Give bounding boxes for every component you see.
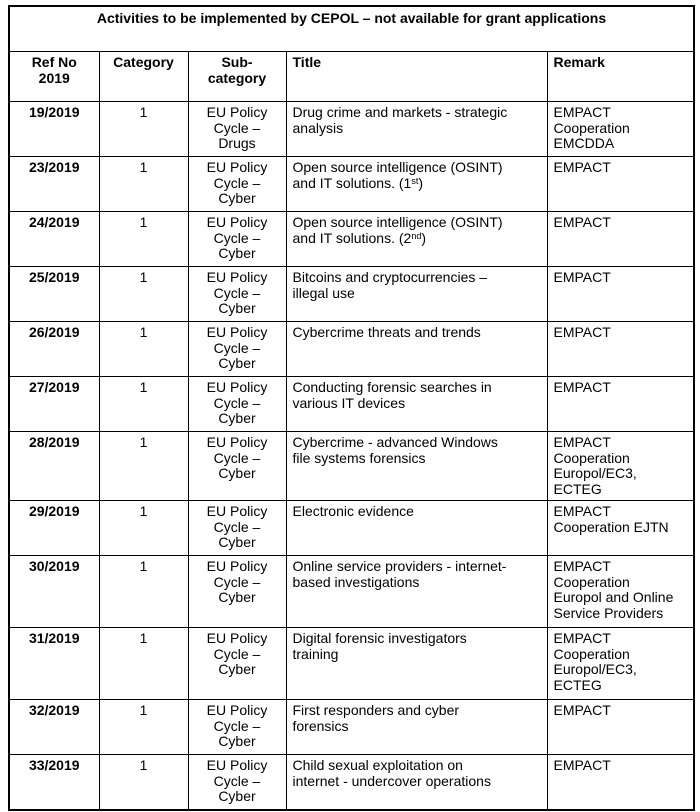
subcategory-cell: [188, 628, 286, 700]
cell-line: [293, 231, 542, 247]
category-cell: 1: [99, 212, 188, 267]
cell-line: Digital forensic investigators: [292, 630, 467, 646]
cell-line: EMPACT: [553, 630, 611, 646]
ordinal-superscript: nd: [411, 230, 422, 241]
cell-line: Cybercrime - advanced Windows: [292, 434, 498, 450]
table-title: Activities to be implemented by CEPOL – not available for grant applications: [9, 6, 694, 52]
cell-line: analysis: [292, 119, 344, 136]
cell-line: Cycle –: [213, 645, 261, 662]
category-cell: 1: [99, 700, 188, 755]
category-cell: 1: [99, 102, 188, 157]
title-cell: [286, 628, 547, 700]
cell-line: EU Policy: [206, 324, 268, 340]
cell-line: Bitcoins and cryptocurrencies –: [292, 269, 488, 285]
table-header-row: [9, 52, 694, 102]
cell-line: Cyber: [218, 190, 256, 206]
ref-no-cell: 26/2019: [9, 322, 99, 377]
table-title-row: [9, 6, 694, 52]
header-category: Category: [99, 52, 188, 102]
subcategory-cell: [188, 501, 286, 556]
category-cell: 1: [99, 267, 188, 322]
cepol-activities-table: [8, 5, 695, 811]
cell-line: Cybercrime threats and trends: [292, 324, 481, 340]
cell-line: EU Policy: [206, 214, 268, 230]
cell-line: Cooperation: [553, 119, 630, 136]
remark-cell: [547, 755, 694, 810]
category-cell: 1: [99, 501, 188, 556]
subcategory-cell: [188, 556, 286, 628]
title-cell: [286, 432, 547, 501]
cell-line: Child sexual exploitation on: [292, 757, 463, 773]
cell-line: EMPACT: [553, 104, 611, 120]
cell-line: Online service providers - internet-: [292, 558, 507, 574]
category-cell: 1: [99, 157, 188, 212]
cell-line: Cycle –: [213, 174, 261, 191]
cell-line: Cyber: [218, 410, 256, 426]
ref-no-cell: 19/2019: [9, 102, 99, 157]
cell-line: EMPACT: [553, 702, 611, 718]
cell-line: EMPACT: [553, 324, 611, 340]
title-text: and IT solutions. (2: [292, 229, 412, 246]
remark-cell: [547, 267, 694, 322]
cell-line: Europol/EC3,: [553, 465, 637, 481]
cell-line: Electronic evidence: [292, 503, 414, 519]
cell-line: Cyber: [218, 465, 256, 481]
ref-no-cell: 30/2019: [9, 556, 99, 628]
remark-cell: [547, 102, 694, 157]
table-row: [9, 501, 694, 556]
subcategory-cell: [188, 700, 286, 755]
cell-line: Cycle –: [213, 339, 261, 356]
cell-line: Cyber: [218, 245, 256, 261]
cell-line: Cyber: [218, 733, 256, 749]
subcategory-cell: [188, 212, 286, 267]
cell-line: Cycle –: [213, 229, 261, 246]
table-row: [9, 556, 694, 628]
cell-line: EU Policy: [206, 558, 268, 574]
subcategory-cell: [188, 157, 286, 212]
title-cell: [286, 102, 547, 157]
table-row: [9, 755, 694, 810]
cell-line: forensics: [292, 717, 349, 734]
cell-line: EU Policy: [206, 757, 268, 773]
cell-line: various IT devices: [292, 394, 406, 411]
ref-no-cell: 31/2019: [9, 628, 99, 700]
title-cell: [286, 267, 547, 322]
table-row: [9, 322, 694, 377]
cell-line: EU Policy: [206, 104, 268, 120]
cell-line: EMPACT: [553, 379, 611, 395]
title-cell: [286, 556, 547, 628]
cell-line: EMPACT: [553, 269, 611, 285]
category-cell: 1: [99, 322, 188, 377]
cell-line: EU Policy: [206, 434, 268, 450]
cell-line: EMPACT: [553, 757, 611, 773]
subcategory-cell: [188, 432, 286, 501]
title-text: ): [418, 174, 423, 191]
subcategory-cell: [188, 267, 286, 322]
cell-line: EU Policy: [206, 503, 268, 519]
remark-cell: [547, 212, 694, 267]
cell-line: EU Policy: [206, 379, 268, 395]
table-row: [9, 212, 694, 267]
title-cell: [286, 501, 547, 556]
category-cell: 1: [99, 628, 188, 700]
cell-line: Drugs: [218, 135, 256, 151]
header-ref-no-line2: 2019: [38, 69, 70, 86]
table-row: [9, 628, 694, 700]
cell-line: EMPACT: [553, 159, 611, 175]
cell-line: Cyber: [218, 788, 256, 804]
ref-no-cell: 27/2019: [9, 377, 99, 432]
remark-cell: [547, 157, 694, 212]
header-subcategory-line1: Sub-: [221, 54, 253, 70]
cell-line: Cyber: [218, 300, 256, 316]
table-row: [9, 432, 694, 501]
cell-line: Cyber: [218, 534, 256, 550]
cell-line: EMPACT: [553, 214, 611, 230]
cell-line: illegal use: [292, 284, 355, 301]
ref-no-cell: 25/2019: [9, 267, 99, 322]
remark-cell: [547, 501, 694, 556]
ref-no-cell: 29/2019: [9, 501, 99, 556]
cell-line: Europol and Online: [553, 589, 674, 605]
subcategory-cell: [188, 755, 286, 810]
cell-line: Open source intelligence (OSINT): [292, 214, 503, 230]
cell-line: Cycle –: [213, 573, 261, 590]
cell-line: First responders and cyber: [292, 702, 460, 718]
cell-line: file systems forensics: [292, 449, 426, 466]
cell-line: training: [292, 645, 339, 662]
header-subcategory: [188, 52, 286, 102]
cell-line: EU Policy: [206, 630, 268, 646]
title-cell: [286, 755, 547, 810]
cell-line: Cyber: [218, 355, 256, 371]
cell-line: Cyber: [218, 661, 256, 677]
ref-no-cell: 24/2019: [9, 212, 99, 267]
cell-line: Cycle –: [213, 449, 261, 466]
title-cell: [286, 212, 547, 267]
title-cell: [286, 377, 547, 432]
title-text: and IT solutions. (1: [292, 174, 412, 191]
cell-line: Cooperation EJTN: [553, 518, 669, 535]
header-ref-no: [9, 52, 99, 102]
cell-line: Europol/EC3,: [553, 661, 637, 677]
remark-cell: [547, 556, 694, 628]
cell-line: Drug crime and markets - strategic: [292, 104, 508, 120]
cell-line: EU Policy: [206, 269, 268, 285]
cell-line: EU Policy: [206, 159, 268, 175]
cell-line: EU Policy: [206, 702, 268, 718]
category-cell: 1: [99, 755, 188, 810]
header-subcategory-line2: category: [207, 69, 267, 86]
cell-line: Cycle –: [213, 394, 261, 411]
cell-line: Cycle –: [213, 284, 261, 301]
title-cell: [286, 700, 547, 755]
cell-line: EMCDDA: [553, 135, 615, 151]
category-cell: 1: [99, 377, 188, 432]
subcategory-cell: [188, 377, 286, 432]
header-remark: Remark: [547, 52, 694, 102]
remark-cell: [547, 377, 694, 432]
cell-line: Cooperation: [553, 573, 630, 590]
table-row: [9, 102, 694, 157]
cell-line: EMPACT: [553, 503, 611, 519]
remark-cell: [547, 432, 694, 501]
table-row: [9, 157, 694, 212]
cell-line: Cycle –: [213, 717, 261, 734]
subcategory-cell: [188, 102, 286, 157]
cell-line: Cycle –: [213, 518, 261, 535]
cell-line: Cycle –: [213, 119, 261, 136]
table-row: [9, 700, 694, 755]
cell-line: [293, 176, 542, 192]
cell-line: ECTEG: [553, 480, 602, 497]
ref-no-cell: 32/2019: [9, 700, 99, 755]
cell-line: ECTEG: [553, 676, 602, 693]
cell-line: Cooperation: [553, 449, 630, 466]
remark-cell: [547, 322, 694, 377]
ref-no-cell: 23/2019: [9, 157, 99, 212]
cell-line: Conducting forensic searches in: [292, 379, 492, 395]
ordinal-superscript: st: [411, 175, 419, 186]
cell-line: EMPACT: [553, 434, 611, 450]
cell-line: Service Providers: [553, 604, 664, 621]
remark-cell: [547, 700, 694, 755]
header-ref-no-line1: Ref No: [31, 54, 77, 70]
header-title: Title: [286, 52, 547, 102]
category-cell: 1: [99, 556, 188, 628]
title-text: ): [421, 229, 426, 246]
subcategory-cell: [188, 322, 286, 377]
cell-line: internet - undercover operations: [292, 772, 491, 789]
table-row: [9, 267, 694, 322]
table-row: [9, 377, 694, 432]
cell-line: Cyber: [218, 589, 256, 605]
cell-line: Cycle –: [213, 772, 261, 789]
category-cell: 1: [99, 432, 188, 501]
ref-no-cell: 28/2019: [9, 432, 99, 501]
cell-line: based investigations: [292, 573, 420, 590]
cell-line: Cooperation: [553, 645, 630, 662]
cell-line: EMPACT: [553, 558, 611, 574]
ref-no-cell: 33/2019: [9, 755, 99, 810]
title-cell: [286, 157, 547, 212]
remark-cell: [547, 628, 694, 700]
cell-line: Open source intelligence (OSINT): [292, 159, 503, 175]
title-cell: [286, 322, 547, 377]
